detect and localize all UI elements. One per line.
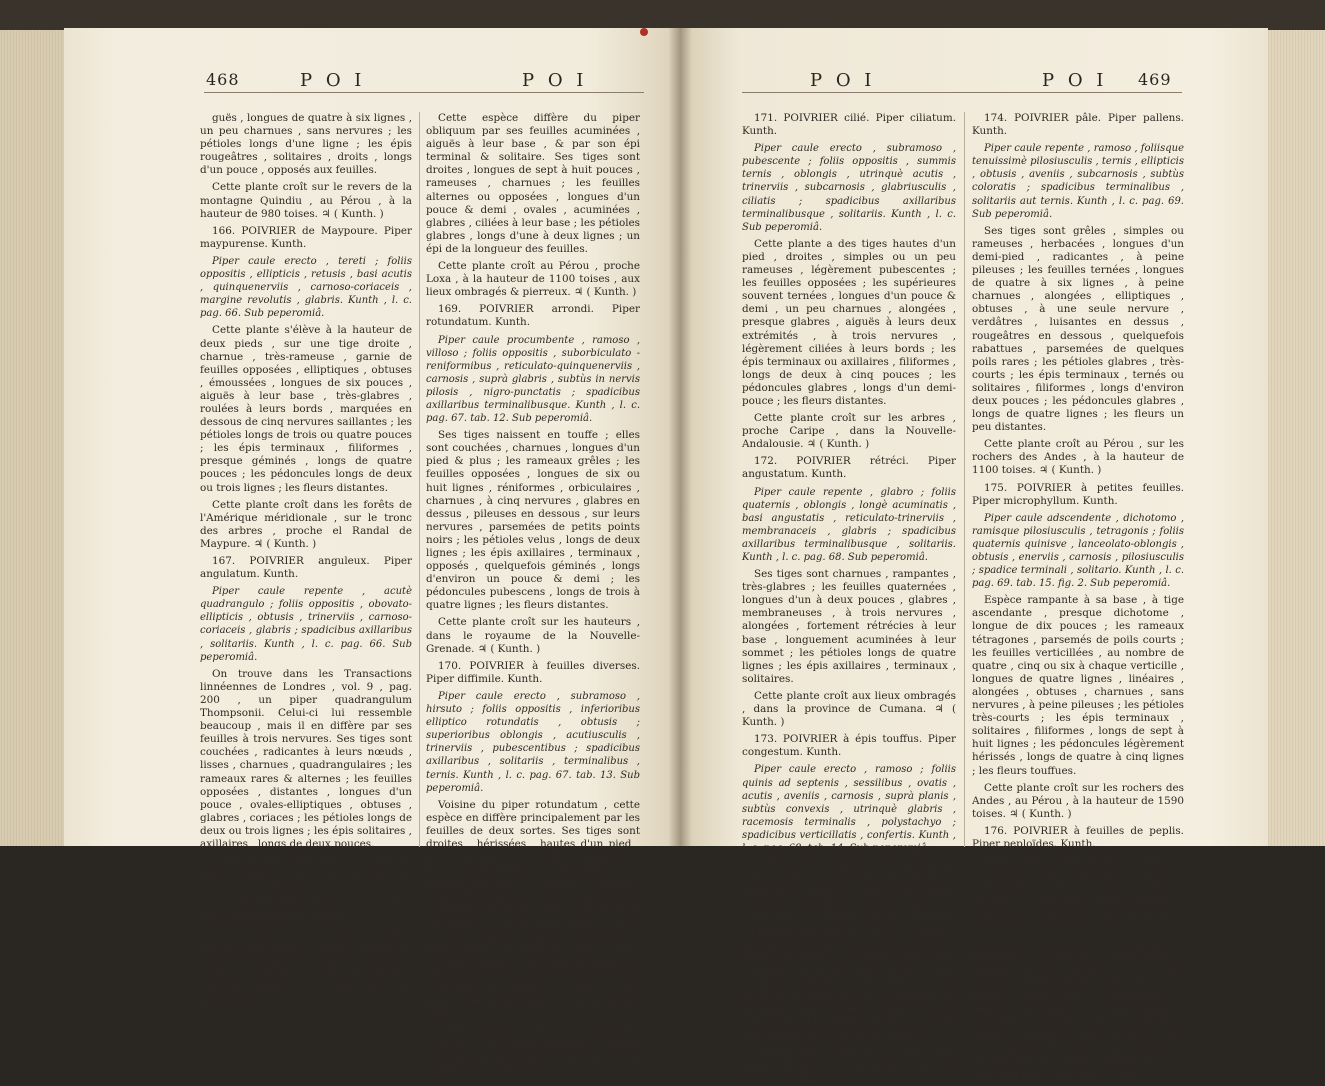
entry-heading: 168. POIVRIER à feuilles de baselle. Piper basellæfolium. Kunth. <box>200 898 412 924</box>
latin-diagnosis: Piper caule repente , acutè quadrangulo ; foliis oppositis , obovato-ellipticis , obtusis , trinerviis , carnoso-coriaceis , glabris ; spadicibus axillaribus , solitariis. Kunth , l. c. pag. 66. Sub peperomiâ. <box>200 586 412 663</box>
paragraph: Cette espèce diffère du piper obliquum par ses feuilles acuminées , aiguës à leur base , & par son épi terminal & solitaire. Ses tiges sont droites , longues de sept à huit pouces , rameuses , charnues ; les feuilles alternes ou opposées , longues d'un pouce & demi , ovales , acuminées , glabres , ciliées à leur base ; les pétioles glabres , longs d'une à deux lignes ; un épi de la longueur des feuilles. <box>426 112 640 255</box>
latin-diagnosis: Piper caule adscendente , dichotomo , ramisque pilosiusculis , tetragonis ; foliis quaternis quinisve , lanceolato-oblongis , obtusis , enerviis , carnosis , pilosiusculis ; spadice terminali , solitario. Kunth , l. c. pag. 69. tab. 15. fig. 2. Sub peperomiâ. <box>972 512 1184 590</box>
left-column-divider <box>419 112 420 847</box>
paragraph: Voisine du piper rotundatum , cette espèce en diffère principalement par les feuilles de deux sortes. Ses tiges sont droites , hérissées , hautes d'un pied , peu rameuses ; les feuilles opposées ; les inférieures arrondies , presqu'elliptiques , obtuses , longues d'un demi pouce ; les supérieures alongées , un peu aiguës à leurs deux extrémités , longues d'un pouce , à trois nervures , un peu charnues , pileuses ou pubescentes ; les pétioles velus , longs de deux lignes ; les épis terminaux , axillaires , ternés ou solitaires , longs d'environ un pouce & demi ; les pédoncules pubescens , longs de quatre lignes. <box>426 798 640 1021</box>
entry-heading: 174. POIVRIER pâle. Piper pallens. Kunth. <box>972 112 1184 138</box>
right-column-1 <box>742 112 956 1085</box>
entry-heading: 171. POIVRIER cilié. Piper ciliatum. Kunth. <box>742 112 956 138</box>
paragraph: Cette plante croît sur le revers de la montagne Quindiu , au Pérou , à la hauteur de 980 toises. ♃ ( Kunth. ) <box>200 181 412 220</box>
paragraph: Cette plante s'élève à la hauteur de deux pieds , sur une tige droite , charnue , très-rameuse , garnie de feuilles opposées , elliptiques , obtuses , émoussées , longues de six pouces , aiguës à leur base , très-glabres , roulées à leurs bords , marquées en dessous de cinq nervures saillantes ; les pétioles longs de trois ou quatre pouces ; les épis terminaux , filiformes , presque géminés , longs de quatre pouces ; les pédoncules longs de deux ou trois lignes ; les fleurs distantes. <box>200 324 413 494</box>
left-page-number: 468 <box>206 70 240 89</box>
right-header-rule <box>742 92 1182 93</box>
paragraph: Cette plante croît sur les arbres , proche Caripe , dans la Nouvelle-Andalousie. ♃ ( Kunth. ) <box>742 412 956 451</box>
left-running-head: P O I <box>300 70 366 91</box>
paragraph: Cette espèce s'élève à la hauteur de deux pieds , sur une tige droite , rameuse , charnue , garnie de feuilles sessiles , verticillées , réunies cinq à six , ou sept à chaque nœud , longues d'environ deux pouces , ovales , aiguës , presque mucronées , sans nervures , planes en dessus , convexes en dessous , glabres à leurs deux faces ; une grappe terminale , verticillée , longue de deux ou trois pouces , composée de plusieurs épis sessiles , étalés , longs d'un pouce ; le pédoncule de la grappe long d'un pouce ; les fleurs touffues. <box>742 859 956 1042</box>
paragraph: On trouve dans les Transactions linnéennes de Londres , vol. 9 , pag. 200 , un piper quadrangulum Thompsonii. Celui-ci lui ressemble beaucoup , mais il en diffère par ses feuilles à trois nervures. Ses tiges sont couchées , radicantes à leurs nœuds , lisses , charnues , quadrangulaires ; les rameaux rares & alternes ; les feuilles opposées , distantes , longues d'un pouce , ovales-elliptiques , obtuses , glabres , coriaces ; les pétioles longs de deux ou trois lignes ; les épis solitaires , axillaires , longs de deux pouces. <box>200 667 412 850</box>
latin-diagnosis: Piper caule erecto , tereti ; foliis oppositis , ellipticis , retusis , basi acutis , quinquenerviis , carnoso-coriaceis , margine revolutis , glabris. Kunth , l. c. pag. 66. Sub peperomiâ. <box>200 255 412 320</box>
paragraph: guës , longues de quatre à six lignes , un peu charnues , sans nervures ; les pétioles longs d'une ligne ; les épis rougeâtres , solitaires , droits , longs d'un pouce , opposés aux feuilles. <box>200 112 412 177</box>
right-column-divider <box>964 112 965 847</box>
left-page <box>64 28 680 1077</box>
paragraph: Cette plante croît à la Nouvelle-Grenade , aux lieux ombragés , proche la vallée de Juananbu , à la hauteur de 760 toises. ♃ ( Kunth. ) <box>426 1025 640 1077</box>
paragraph: Cette plante croît aux lieux ombragés , dans la province de Cumana. ♃ ( Kunth. ) <box>742 689 956 729</box>
paragraph: Ses tiges naissent en touffe ; elles sont couchées , charnues , longues d'un pied & plus ; les rameaux grêles ; les feuilles opposées , longues de six ou huit lignes , réniformes , orbiculaires , charnues , à cinq nervures , glabres en dessus , pileuses en dessous , sur leurs nervures , parsemées de petits points noirs ; les pétioles velus , longs de deux lignes ; les épis axillaires , terminaux , opposés , quelquefois géminés , longs d'environ un pouce & demi ; les pédoncules pubescens , longs de trois à quatre lignes ; les fleurs distantes. <box>426 429 640 612</box>
bookmark-dot <box>640 28 648 36</box>
latin-diagnosis: Piper caule repente , ramoso , foliisque tenuissimè pilosiusculis , ternis , ellipticis , obtusis , aveniis , subcarnosis , subtùs coloratis ; spadicibus terminalibus , solitariis aut ternis. Kunth , l. c. pag. 69. Sub peperomiâ. <box>972 143 1184 220</box>
entry-heading: 176. POIVRIER à feuilles de peplis. Piper peploïdes. Kunth. <box>972 824 1184 850</box>
paragraph: Ses tiges sont grêles , simples ou rameuses , herbacées , longues d'un demi-pied , radicantes , à peine pileuses ; les feuilles ternées , longues de quatre à six lignes , à peine charnues , alongées , elliptiques , obtuses , à une seule nervure , verdâtres , luisantes en dessus , rougeâtres en dessous , quelquefois rabattues , parsemées de quelques poils rares ; les pétioles glabres , très-courts ; les épis terminaux , ternés ou solitaires , filiformes , longs d'environ deux pouces ; les pédoncules glabres , longs de quatre lignes ; les fleurs un peu distantes. <box>972 224 1184 434</box>
page-edges-right <box>1267 30 1325 846</box>
entry-heading: 167. POIVRIER anguleux. Piper angulatum. Kunth. <box>200 555 412 581</box>
latin-diagnosis: Piper caule erecto , ramoso ; foliis alternis oppositisque , ovatis , acuminatis , basi acutis , obscurè venosis , carnosis , glabris , ciliatis ; spadice terminali , solitario. Kunth , l. c. pag. 66. Sub peperomiâ. <box>200 929 412 1006</box>
paragraph: Espèce rampante à sa base , à tige ascendante , presque dichotome , longue de dix pouces ; les rameaux tétragones , parsemés de poils courts ; les feuilles verticillées , au nombre de quatre , cinq ou six à chaque verticille , longues de quatre lignes , linéaires , alongées , obtuses , charnues , sans nervures , à peine pileuses ; les pétioles très-courts ; les épis terminaux , solitaires , filiformes , longs de sept à huit lignes ; les pédoncules légèrement hérissés , longs de quatre à cinq lignes ; les fleurs touffues. <box>972 594 1184 777</box>
right-running-head: P O I <box>810 70 876 91</box>
paragraph: Cette plante croît au Pérou , sur les rochers des Andes , à la hauteur de 1100 toises. ♃ ( Kunth. ) <box>972 438 1184 477</box>
entry-heading: 170. POIVRIER à feuilles diverses. Piper diffimile. Kunth. <box>426 659 640 685</box>
paragraph: Ses tiges sont renversées , mais non rampantes , glabres , tétragones , longues de six pouces ; les jeunes rameaux légèrement pubescens ; les feuilles rapprochées , quaternées , longues de quatre à cinq lignes , arrondies , presqu'ovales , charnues , glabres , obtuses , sans nervures , un peu pubescentes dans leur jeunesse ; les pétioles très-courts , pubescens ; les épis solitaires , axillaires , cylin- <box>972 937 1184 1081</box>
right-running-head-2: P O I <box>1042 70 1108 91</box>
latin-diagnosis: Piper caule repente , glabro ; foliis quaternis , oblongis , longè acuminatis , basi angustatis , reticulato-trinerviis , membranaceis , glabris ; spadicibus axillaribus terminalibusque , solitariis. Kunth , l. c. pag. 68. Sub peperomiâ. <box>742 486 956 563</box>
latin-diagnosis: Piper caule procumbente , ramoso , villoso ; foliis oppositis , suborbiculato - reniformibus , reticulato-quinquenerviis , carnosis , suprà glabris , subtùs in nervis pilosis , nigro-punctatis ; spadicibus axillaribus terminalibusque. Kunth , l. c. pag. 67. tab. 12. Sub peperomiâ. <box>426 334 640 425</box>
left-column-2 <box>426 112 640 1077</box>
paragraph: Cette plante croît sur les bords du fleuve Jagua , dans la province de Cumana. ♃ ( Kunth. ) <box>200 855 412 894</box>
paragraph: Cette plante croît au Pérou , proche Loxa , à la hauteur de 1100 toises , aux lieux ombragés & pierreux. ♃ ( Kunth. ) <box>426 260 640 299</box>
entry-heading: 173. POIVRIER à épis touffus. Piper congestum. Kunth. <box>742 733 956 759</box>
entry-heading: 169. POIVRIER arrondi. Piper rotundatum. Kunth. <box>426 303 640 329</box>
left-column-1 <box>200 112 413 1006</box>
paragraph: Cette plante a des tiges hautes d'un pied , droites , simples ou un peu rameuses , légèrement pubescentes ; les feuilles opposées ; les supérieures souvent ternées , longues d'un pouce & demi , un peu charnues , alongées , presque glabres , aiguës à leurs deux extrémités , à trois nervures , légèrement ciliées à leurs bords ; les épis terminaux ou axillaires , filiformes , longs de deux à cinq pouces ; les pédoncules glabres , longs d'un demi-pouce ; les fleurs distantes. <box>742 237 956 407</box>
entry-heading: 166. POIVRIER de Maypoure. Piper maypurense. Kunth. <box>200 224 412 250</box>
entry-heading: 172. POIVRIER rétréci. Piper angustatum. Kunth. <box>742 455 956 481</box>
right-page <box>680 28 1268 1085</box>
paragraph: Cette plante croît dans les forêts de l'Amérique méridionale , sur le tronc des arbres , proche el Randal de Maypure. ♃ ( Kunth. ) <box>200 498 412 550</box>
entry-heading: 175. POIVRIER à petites feuilles. Piper microphyllum. Kunth. <box>972 481 1184 507</box>
book-gutter <box>668 28 692 846</box>
right-page-number: 469 <box>1138 70 1172 89</box>
latin-diagnosis: Piper caule erecto , subramoso , hirsuto ; foliis oppositis , inferioribus elliptico rotundatis , obtusis ; superioribus oblongis , acutiusculis , trinerviis , pubescentibus ; spadicibus axillaribus , solitariis , terminalibus , ternis. Kunth , l. c. pag. 67. tab. 13. Sub peperomiâ. <box>426 690 640 794</box>
latin-diagnosis: Piper caule erecto , ramoso ; foliis quinis ad septenis , sessilibus , ovatis , acutis , aveniis , carnosis , suprà planis , subtùs convexis , utrinquè glabris , racemosis terminalis , polystachyo ; spadicibus verticillatis , confertis. Kunth , l. c. pag. 68. tab. 14. Sub peperomiâ. <box>742 764 956 854</box>
page-edges-left <box>0 30 70 846</box>
paragraph: Cette plante croît sur les rochers des Andes , au Pérou , à la hauteur de 1590 toises. ♃ ( Kunth. ) <box>972 781 1184 820</box>
paragraph: Cette plante croît sur les hauteurs , dans le royaume de la Nouvelle-Grenade. ♃ ( Kunth. ) <box>426 616 640 655</box>
paragraph: Cette plante croît sur le revers des Andes du Pérou , à la hauteur de 950 toises. ♃ ( Kunth. ) <box>742 1046 956 1085</box>
paragraph: Ses tiges sont charnues , rampantes , très-glabres ; les feuilles quaternées , longues d'un à deux pouces , glabres , membraneuses , à trois nervures , alongées , fortement rétrécies à leur base , longuement acuminées à leur sommet ; les pétioles longs de quatre lignes ; les épis axillaires , terminaux , solitaires. <box>742 568 956 685</box>
left-header-rule <box>204 92 644 93</box>
left-running-head-2: P O I <box>522 70 588 91</box>
right-column-2 <box>972 112 1184 1081</box>
latin-diagnosis: Piper caule erecto , subramoso , pubescente ; foliis oppositis , summis ternis , oblongis , utrinquè acutis , trinerviis , subcarnosis , glabriusculis , ciliatis ; spadicibus axillaribus terminalibusque , solitariis. Kunth , l. c. Sub peperomiâ. <box>742 143 956 233</box>
latin-diagnosis: Piper caule procumbente , ramoso , tetragono ; foliis quaternis , obovato-subrotundis , obtusis , aveniis , carnosis , glabris , junioribus pubescentibus ; spadicibus axillaribus , solitariis. Kunth , l. c. pag. 69. Sub peperomiâ. <box>972 856 1184 933</box>
